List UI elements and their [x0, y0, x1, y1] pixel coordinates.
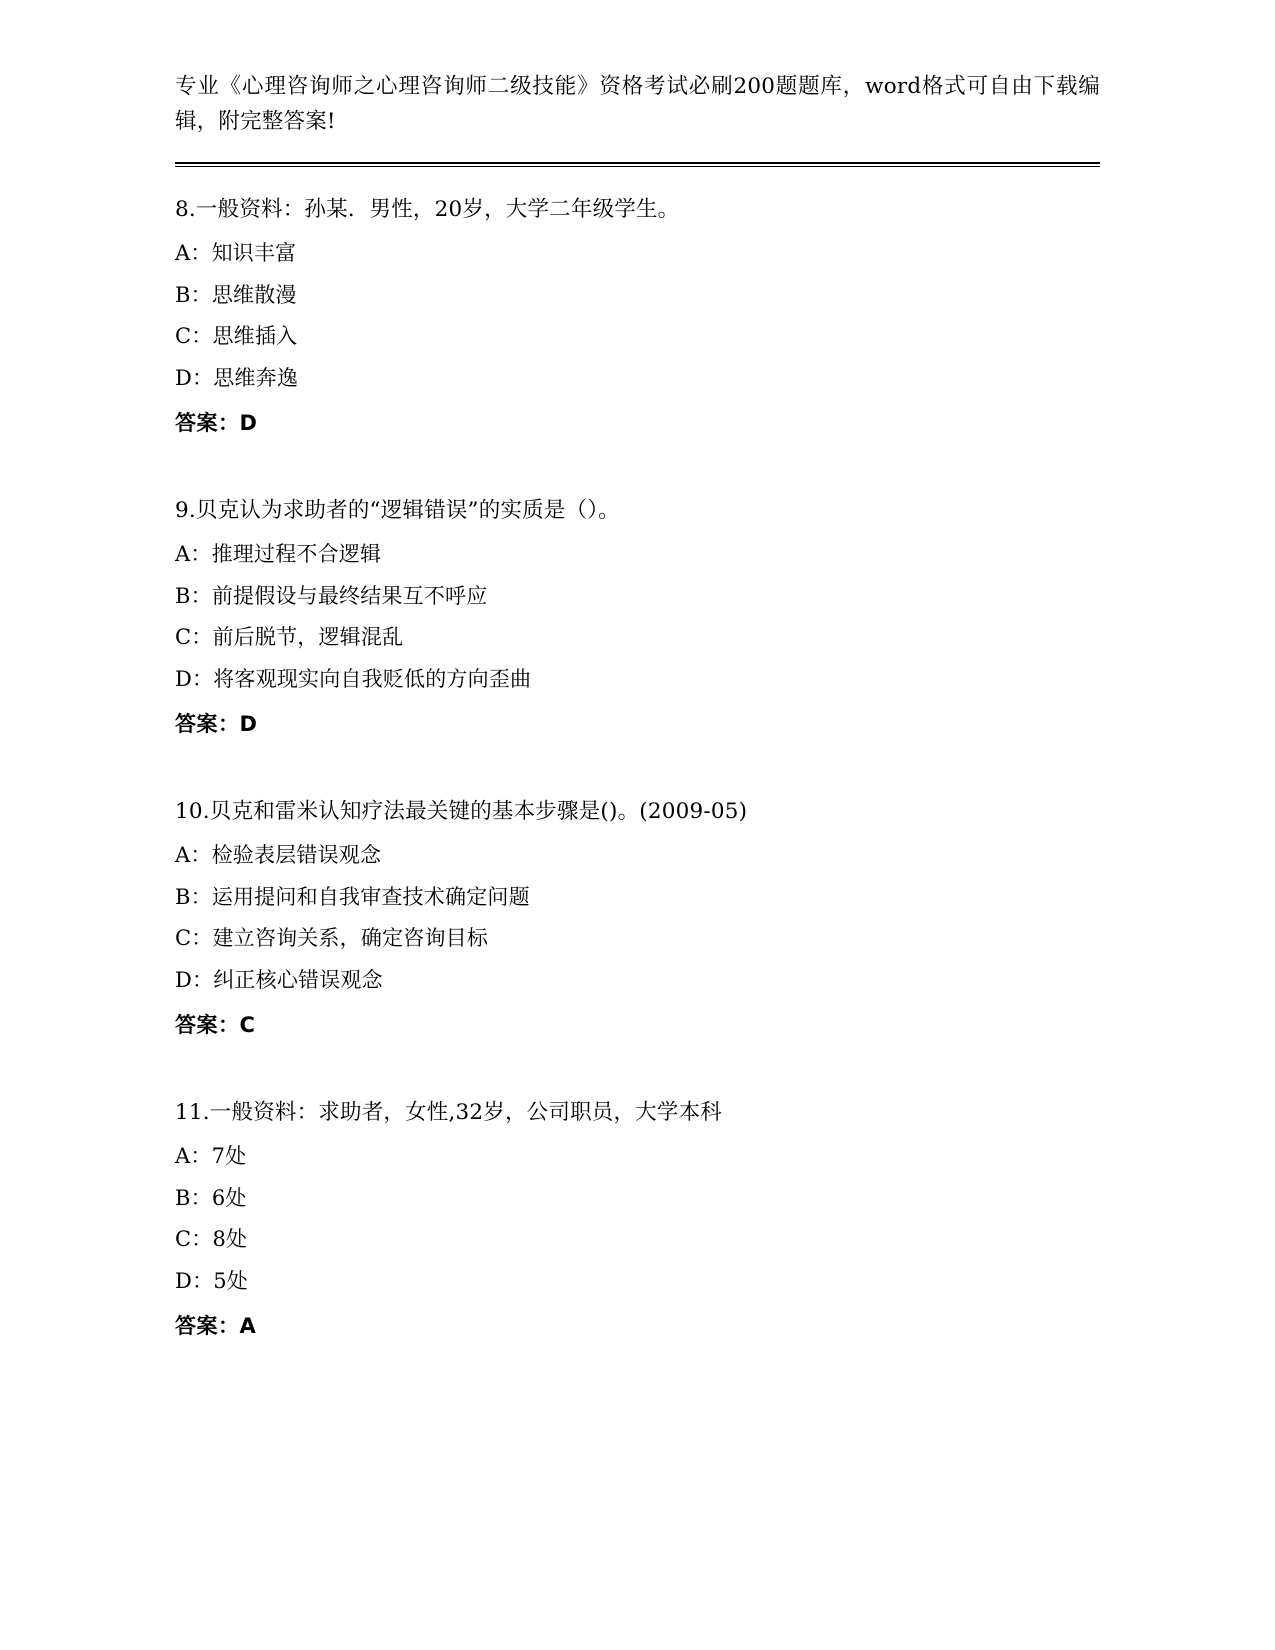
question-option: D：纠正核心错误观念 [175, 967, 383, 992]
question-option: A：知识丰富 [175, 240, 297, 265]
question-option: C：建立咨询关系，确定咨询目标 [175, 926, 489, 951]
question-option: B：6处 [175, 1185, 247, 1210]
question-item [175, 795, 1100, 1042]
question-option: D：将客观现实向自我贬低的方向歪曲 [175, 666, 532, 691]
question-item [175, 193, 1100, 440]
question-option: A：检验表层错误观念 [175, 843, 382, 868]
question-option: D：思维奔逸 [175, 365, 299, 390]
question-option: C：前后脱节，逻辑混乱 [175, 625, 404, 650]
question-option: C：思维插入 [175, 324, 298, 349]
question-stem: 9.贝克认为求助者的“逻辑错误”的实质是（）。 [175, 497, 620, 523]
question-stem: 8.一般资料：孙某．男性，20岁，大学二年级学生。 [175, 196, 680, 222]
document-title: 专业《心理咨询师之心理咨询师二级技能》资格考试必刷200题题库，word格式可自由下载编辑，附完整答案! [175, 74, 1100, 134]
question-option: B：思维散漫 [175, 282, 297, 307]
question-item [175, 494, 1100, 741]
question-option: A：7处 [175, 1144, 247, 1169]
question-stem: 11.一般资料：求助者，女性,32岁，公司职员，大学本科 [175, 1099, 722, 1125]
question-item [175, 1096, 1100, 1343]
question-answer: 答案：D [175, 712, 258, 737]
question-answer: 答案：C [175, 1013, 256, 1038]
question-option: B：运用提问和自我审查技术确定问题 [175, 884, 530, 909]
question-answer: 答案：D [175, 411, 258, 436]
question-option: A：推理过程不合逻辑 [175, 542, 382, 567]
question-answer: 答案：A [175, 1314, 257, 1339]
question-option: C：8处 [175, 1227, 248, 1252]
header-divider-secondary [175, 166, 1100, 167]
question-stem: 10.贝克和雷米认知疗法最关键的基本步骤是()。(2009-05) [175, 798, 748, 824]
question-option: D：5处 [175, 1268, 248, 1293]
header-divider [175, 162, 1100, 164]
question-option: B：前提假设与最终结果互不呼应 [175, 583, 488, 608]
question-list [175, 193, 1100, 1343]
